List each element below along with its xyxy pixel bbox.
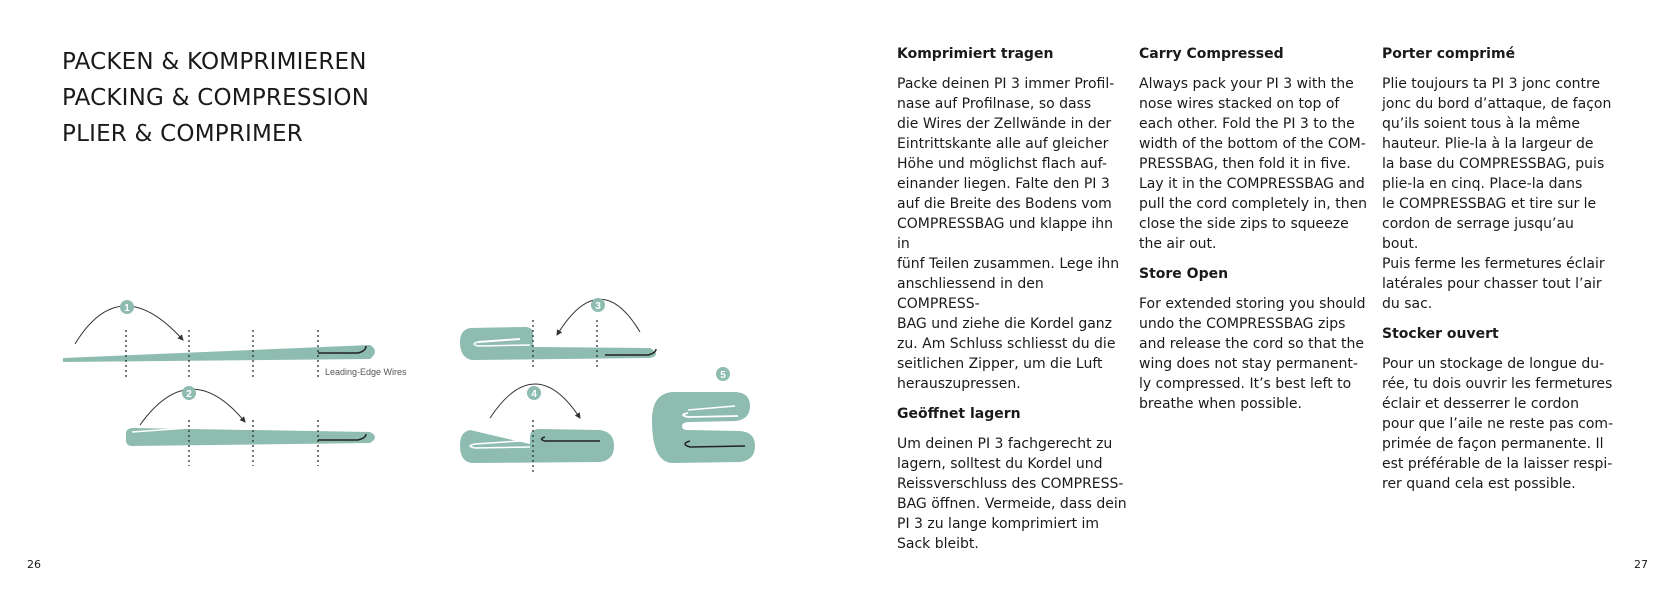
en-paragraph-store: For extended storing you should undo the COMPRESSBAG zips and release the cord so that the wing does not stay permanent- ly compressed. It’s best left to breathe when possible. [1139,296,1366,412]
step2-number: 2 [186,389,192,400]
step2-wing [126,386,375,466]
de-heading-carry: Komprimiert tragen [897,46,1054,62]
fr-paragraph-carry: Plie toujours ta PI 3 jonc contre jonc du bord d’attaque, de façon qu’ils soient tous à la même hauteur. Plie-la à la largeur de la base du COMPRESSBAG, puis plie-la en cinq. Place-la dans le COMPRESSBAG et tire sur le cordon de serrage jusqu’au bout. Puis ferme les fermetures éclair latérales pour chasser tout l’air du sac. [1382,76,1612,312]
step3-number: 3 [595,301,601,312]
french-column [1382,44,1614,504]
fr-heading-store: Stocker ouvert [1382,326,1499,342]
step3-wing [460,298,656,370]
en-paragraph-carry: Always pack your PI 3 with the nose wires stacked on top of each other. Fold the PI 3 to the width of the bottom of the COM- PRESSBAG, then fold it in five. Lay it in the COMPRESSBAG and pull the cord completely in, then close the side zips to squeeze the air out. [1139,76,1368,252]
fr-heading-carry: Porter comprimé [1382,46,1516,62]
de-paragraph-store: Um deinen PI 3 fachgerecht zu lagern, solltest du Kordel und Reissverschluss des COMPRESS- BAG öffnen. Vermeide, dass dein PI 3 zu lange komprimiert im Sack bleibt. [897,436,1127,552]
german-column [897,44,1129,564]
page-number-right: 27 [1634,558,1648,571]
folding-diagram [0,0,800,500]
step5-number: 5 [720,370,726,381]
title-french: PLIER & COMPRIMER [62,121,303,147]
folding-illustration [0,0,800,500]
step1-number: 1 [124,303,130,314]
step1-wing [63,300,407,378]
leading-edge-label: Leading-Edge Wires [325,367,407,377]
step5-package [652,367,755,463]
fr-paragraph-store: Pour un stockage de longue du- rée, tu dois ouvrir les fermetures éclair et desserrer le cordon pour que l’aile ne reste pas com- primée de façon permanente. Il est préférable de la laisser respi- rer quand cela est possible. [1382,356,1614,492]
english-column [1139,44,1371,424]
step4-wing [460,384,614,472]
de-paragraph-carry: Packe deinen PI 3 immer Profil- nase auf Profilnase, so dass die Wires der Zellwände in der Eintrittskante alle auf gleicher Höhe und möglichst flach auf- einander liegen. Falte den PI 3 auf die Breite des Bodens vom COMPRESSBAG und klappe ihn in fünf Teilen zusammen. Lege ihn anschliessend in den COMPRESS- BAG und ziehe die Kordel ganz zu. Am Schluss schliesst du die seitlichen Zipper, um die Luft herauszupressen. [897,76,1120,392]
step4-number: 4 [531,389,537,400]
title-english: PACKING & COMPRESSION [62,85,370,111]
title-german: PACKEN & KOMPRIMIEREN [62,49,367,75]
page-number-left: 26 [27,558,41,571]
de-heading-store: Geöffnet lagern [897,406,1021,422]
en-heading-store: Store Open [1139,266,1229,282]
en-heading-carry: Carry Compressed [1139,46,1284,62]
